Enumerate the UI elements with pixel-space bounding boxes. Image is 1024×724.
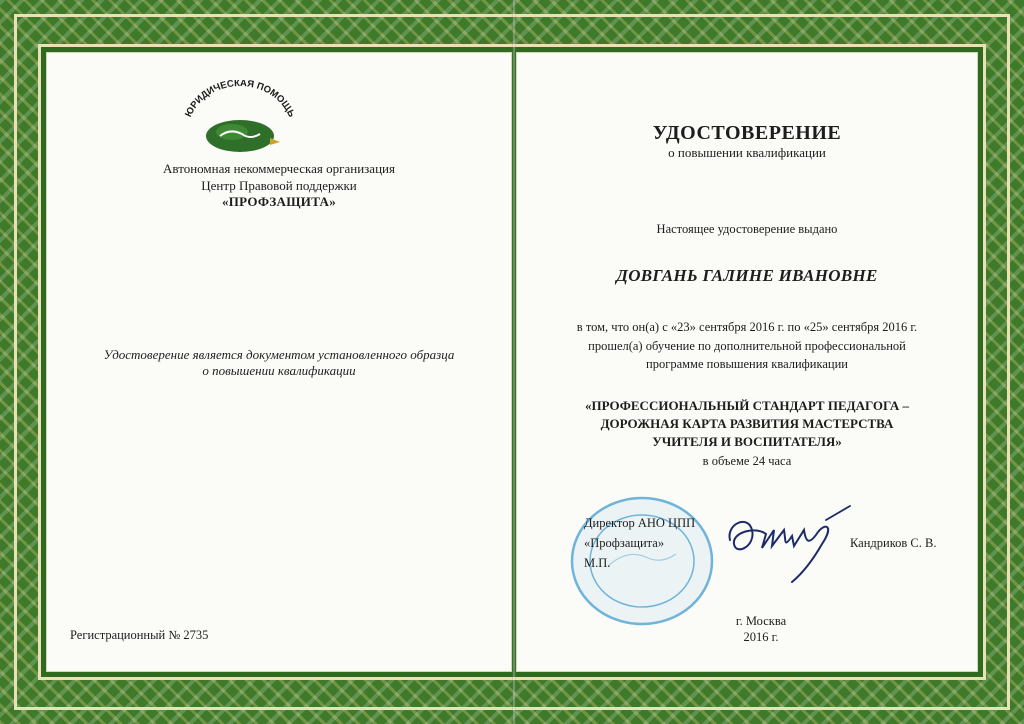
organization-logo (170, 80, 310, 160)
certificate-subtitle: о повышении квалификации (668, 145, 826, 160)
organization-center: Центр Правовой поддержки (201, 178, 357, 193)
seal-place-label: М.П. (584, 556, 611, 570)
issue-year: 2016 г. (743, 630, 779, 644)
registration-number: Регистрационный № 2735 (70, 628, 209, 642)
program-title-line3: УЧИТЕЛЯ И ВОСПИТАТЕЛЯ» (652, 434, 842, 449)
issued-to-label: Настоящее удостоверение выдано (656, 222, 838, 236)
training-volume: в объеме 24 часа (702, 454, 792, 468)
training-description-line1: прошел(а) обучение по дополнительной профессиональной (588, 339, 906, 353)
certificate-title: УДОСТОВЕРЕНИЕ (652, 122, 842, 144)
signer-name: Кандриков С. В. (850, 536, 937, 550)
organization-name: «ПРОФЗАЩИТА» (221, 194, 337, 209)
training-description-line2: программе повышения квалификации (646, 357, 848, 371)
issue-city: г. Москва (735, 614, 787, 628)
svg-text:ЮРИДИЧЕСКАЯ ПОМОЩЬ: ЮРИДИЧЕСКАЯ ПОМОЩЬ (183, 80, 297, 119)
certificate-note-line2: о повышении квалификации (202, 363, 356, 378)
program-title-line2: ДОРОЖНАЯ КАРТА РАЗВИТИЯ МАСТЕРСТВА (600, 416, 894, 431)
signer-role: Директор АНО ЦПП (584, 516, 696, 530)
organization-type: Автономная некоммерческая организация (163, 161, 395, 176)
director-signature (722, 500, 862, 586)
certificate-note-line1: Удостоверение является документом установленного образца (103, 347, 455, 362)
program-title-line1: «ПРОФЕССИОНАЛЬНЫЙ СТАНДАРТ ПЕДАГОГА – (584, 398, 910, 413)
signer-organization: «Профзащита» (584, 536, 665, 550)
training-dates: в том, что он(а) с «23» сентября 2016 г. по «25» сентября 2016 г. (576, 320, 918, 334)
recipient-name: ДОВГАНЬ ГАЛИНЕ ИВАНОВНЕ (616, 266, 878, 285)
